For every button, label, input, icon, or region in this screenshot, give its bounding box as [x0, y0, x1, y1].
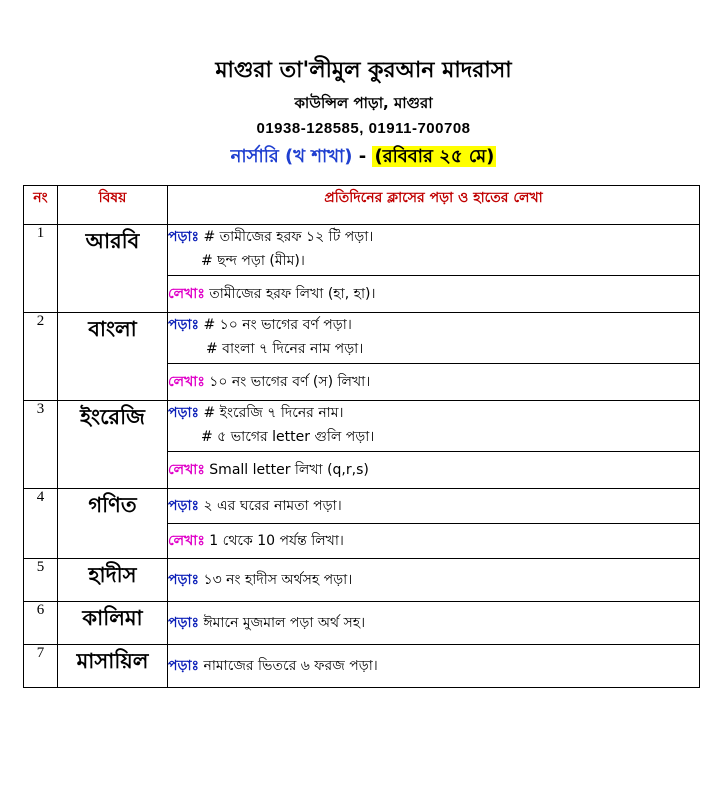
row-subject: ইংরেজি: [58, 401, 168, 489]
write-text: Small letter লিখা (q,r,s): [209, 462, 369, 478]
row-number: 5: [24, 559, 58, 602]
document-header: [0, 55, 727, 171]
write-text: তামীজের হরফ লিখা (হা, হা)।: [209, 286, 376, 302]
row-subject: মাসায়িল: [58, 645, 168, 688]
table-header-row: [24, 186, 700, 225]
read-line: # তামীজের হরফ ১২ টি পড়া।: [203, 229, 374, 245]
read-line: ঈমানে মুজমাল পড়া অর্থ সহ।: [203, 615, 366, 631]
write-label: লেখাঃ: [168, 374, 205, 390]
write-label: লেখাঃ: [168, 286, 205, 302]
table-row: [24, 602, 700, 645]
table-row: [24, 225, 700, 276]
routine-table: [23, 185, 700, 688]
madrasa-name: মাগুরা তা'লীমুল কুরআন মাদরাসা: [215, 58, 512, 83]
header-subject: বিষয়: [58, 186, 168, 225]
table-row: [24, 401, 700, 452]
read-cell: [168, 313, 700, 364]
read-label: পড়াঃ: [168, 615, 200, 631]
table-row: [24, 645, 700, 688]
read-label: পড়াঃ: [168, 317, 200, 333]
read-line: # ইংরেজি ৭ দিনের নাম।: [203, 405, 344, 421]
read-label: পড়াঃ: [168, 405, 200, 421]
row-subject: কালিমা: [58, 602, 168, 645]
read-label: পড়াঃ: [168, 572, 200, 588]
write-cell: [168, 364, 700, 401]
header-content: প্রতিদিনের ক্লাসের পড়া ও হাতের লেখা: [168, 186, 700, 225]
row-number: 2: [24, 313, 58, 401]
write-text: ১০ নং ভাগের বর্ণ (স) লিখা।: [209, 374, 371, 390]
write-cell: [168, 452, 700, 489]
phone-numbers: 01938-128585, 01911-700708: [256, 120, 471, 137]
row-number: 1: [24, 225, 58, 313]
write-cell: [168, 524, 700, 559]
write-text: 1 থেকে 10 পর্যন্ত লিখা।: [204, 533, 344, 549]
read-line: # ছন্দ পড়া (মীম)।: [201, 253, 305, 269]
row-number: 6: [24, 602, 58, 645]
row-subject: হাদীস: [58, 559, 168, 602]
write-label: লেখাঃ: [168, 462, 205, 478]
separator: -: [352, 146, 373, 167]
madrasa-address: কাউন্সিল পাড়া, মাগুরা: [294, 94, 433, 112]
read-label: পড়াঃ: [168, 658, 200, 674]
date-highlight: (রবিবার ২৫ মে): [374, 146, 495, 167]
read-cell: [168, 602, 700, 645]
read-line: ১৩ নং হাদীস অর্থসহ পড়া।: [203, 572, 353, 588]
read-cell: [168, 225, 700, 276]
read-cell: [168, 559, 700, 602]
read-line: ২ এর ঘরের নামতা পড়া।: [203, 498, 342, 514]
read-line: নামাজের ভিতরে ৬ ফরজ পড়া।: [203, 658, 378, 674]
write-label: লেখাঃ: [168, 533, 205, 549]
row-subject: আরবি: [58, 225, 168, 313]
read-label: পড়াঃ: [168, 498, 200, 514]
class-name: নার্সারি (খ শাখা): [230, 146, 353, 167]
row-number: 7: [24, 645, 58, 688]
table-row: [24, 313, 700, 364]
write-cell: [168, 276, 700, 313]
read-line: # ৫ ভাগের letter গুলি পড়া।: [201, 429, 375, 445]
table-row: [24, 559, 700, 602]
read-cell: [168, 489, 700, 524]
read-cell: [168, 645, 700, 688]
row-subject: গণিত: [58, 489, 168, 559]
header-number: নং: [24, 186, 58, 225]
read-cell: [168, 401, 700, 452]
read-label: পড়াঃ: [168, 229, 200, 245]
read-line: # ১০ নং ভাগের বর্ণ পড়া।: [203, 317, 352, 333]
row-subject: বাংলা: [58, 313, 168, 401]
class-and-date: [0, 143, 727, 171]
read-line: # বাংলা ৭ দিনের নাম পড়া।: [206, 341, 364, 357]
table-row: [24, 489, 700, 524]
row-number: 4: [24, 489, 58, 559]
row-number: 3: [24, 401, 58, 489]
